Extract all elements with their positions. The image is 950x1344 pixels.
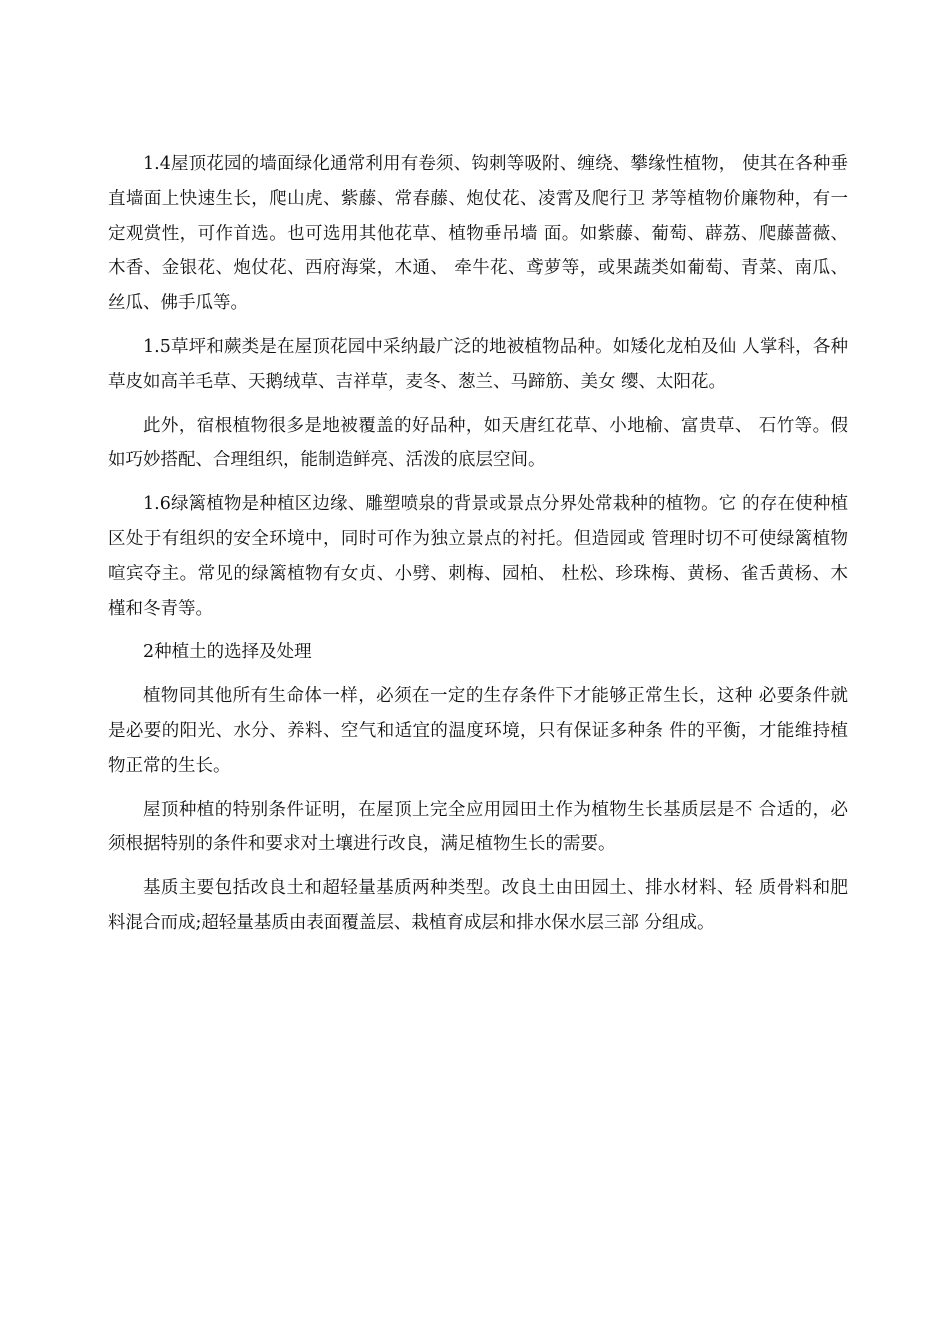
- paragraph-perennials: 此外，宿根植物很多是地被覆盖的好品种，如天唐红花草、小地榆、富贵草、 石竹等。假如巧妙搭配、合理组织，能制造鲜亮、活泼的底层空间。: [108, 415, 848, 471]
- paragraph-lawn-ferns: 1.5草坪和蕨类是在屋顶花园中采纳最广泛的地被植物品种。如矮化龙柏及仙 人掌科，各种草皮如高羊毛草、天鹅绒草、吉祥草，麦冬、葱兰、马蹄筋、美女 缨、太阳花。: [108, 336, 848, 392]
- paragraph-substrate-types: 基质主要包括改良土和超轻量基质两种类型。改良土由田园土、排水材料、轻 质骨料和肥料混合而成;超轻量基质由表面覆盖层、栽植育成层和排水保水层三部 分组成。: [108, 878, 848, 933]
- paragraph-hedge-plants: 1.6绿篱植物是种植区边缘、雕塑喷泉的背景或景点分界处常栽种的植物。它 的存在使种植区处于有组织的安全环境中，同时可作为独立景点的衬托。但造园或 管理时切不可使绿篱植物喧宾夺主。常见的绿篱植物有女贞、小劈、刺梅、园柏、 杜松、珍珠梅、黄杨、雀舌黄杨、木槿和冬青等。: [108, 494, 848, 619]
- paragraph-growth-conditions: 植物同其他所有生命体一样，必须在一定的生存条件下才能够正常生长，这种 必要条件就是必要的阳光、水分、养料、空气和适宜的温度环境，只有保证多种条 件的平衡，才能维持植物正常的生长。: [108, 686, 848, 776]
- document-page: [108, 147, 848, 950]
- paragraph-wall-greening: 1.4屋顶花园的墙面绿化通常利用有卷须、钩刺等吸附、缠绕、攀缘性植物， 使其在各种垂直墙面上快速生长，爬山虎、紫藤、常春藤、炮仗花、凌霄及爬行卫 茅等植物价廉物种，有一定观赏性，可作首选。也可选用其他花草、植物垂吊墙 面。如紫藤、葡萄、薜荔、爬藤蔷薇、木香、金银花、炮仗花、西府海棠，木通、 牵牛花、鸢萝等，或果蔬类如葡萄、青菜、南瓜、丝瓜、佛手瓜等。: [108, 154, 848, 314]
- section-heading-soil: 2种植土的选择及处理: [143, 642, 312, 663]
- paragraph-roof-soil: 屋顶种植的特别条件证明，在屋顶上完全应用园田土作为植物生长基质层是不 合适的，必须根据特别的条件和要求对土壤进行改良，满足植物生长的需要。: [108, 799, 848, 855]
